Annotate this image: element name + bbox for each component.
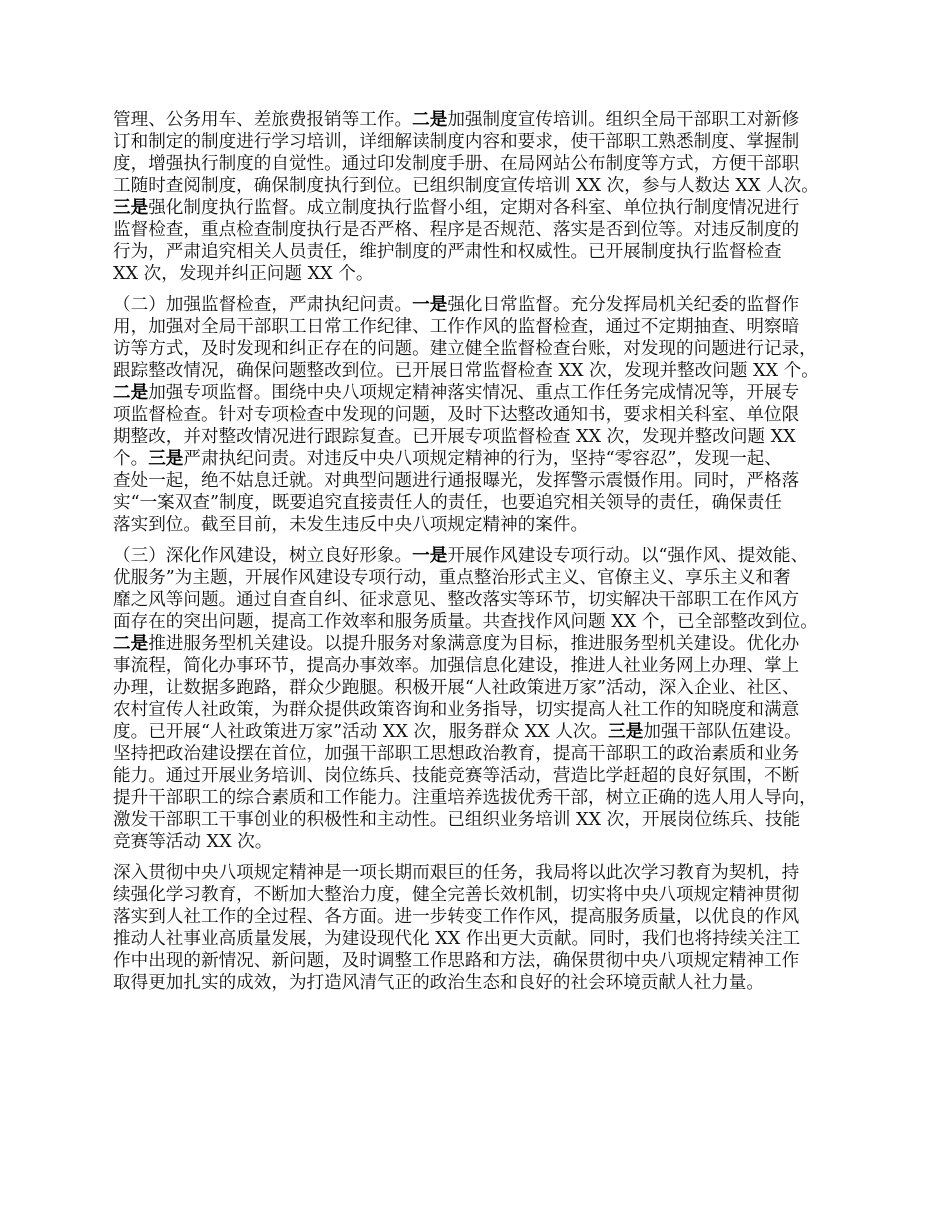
text-segment: 推动人社事业高质量发展，为建设现代化 XX 作出更大贡献。同时，我们也将持续关注工: [113, 929, 801, 949]
text-segment: 提升干部职工的综合素质和工作能力。注重培养选拔优秀干部，树立正确的选人用人导向，: [113, 788, 817, 808]
bold-keyword: 二是: [113, 382, 149, 403]
text-line: [113, 633, 853, 655]
text-line: [113, 404, 853, 426]
text-segment: 度。已开展“人社政策进万家”活动 XX 次，服务群众 XX 人次。: [113, 722, 609, 742]
text-segment: 作中出现的新情况、新问题，及时调整工作思路和方法，确保贯彻中央八项规定精神工作: [113, 951, 800, 971]
bold-keyword: 二是: [412, 109, 448, 130]
text-segment: 实“一案双查”制度，既要追究直接责任人的责任，也要追究相关领导的责任，确保责任: [113, 493, 782, 513]
text-segment: 强化制度执行监督。成立制度执行监督小组，定期对各科室、单位执行制度情况进行: [148, 198, 800, 218]
bold-keyword: 三是: [113, 197, 149, 218]
text-line: [113, 699, 853, 721]
text-line: [113, 765, 853, 787]
text-segment: 开展作风建设专项行动。以“强作风、提效能、: [447, 546, 809, 566]
text-line: [113, 884, 853, 906]
text-segment: 跟踪整改情况，确保问题整改到位。已开展日常监督检查 XX 次，发现并整改问题 XX 个。: [113, 361, 819, 381]
document-body: [113, 109, 853, 1003]
text-line: [113, 677, 853, 699]
text-segment: 加强制度宣传培训。组织全局干部职工对新修: [447, 110, 800, 130]
text-segment: 个。: [113, 449, 149, 469]
paragraph: [113, 294, 853, 536]
text-segment: 激发干部职工干事创业的积极性和主动性。已组织业务培训 XX 次，开展岗位练兵、技能: [113, 810, 801, 830]
text-segment: 加强干部队伍建设。: [643, 722, 802, 742]
text-segment: 加强专项监督。围绕中央八项规定精神落实情况、重点工作任务完成情况等，开展专: [148, 383, 800, 403]
text-segment: 深入贯彻中央八项规定精神是一项长期而艰巨的任务，我局将以此次学习教育为契机，持: [113, 863, 800, 883]
text-line: [113, 514, 853, 536]
text-line: [113, 655, 853, 677]
text-segment: 事流程，简化办事环节，提高办事效率。加强信息化建设，推进人社业务网上办理、掌上: [113, 656, 800, 676]
text-line: [113, 263, 853, 285]
text-segment: 落实到位。截至目前，未发生违反中央八项规定精神的案件。: [113, 515, 589, 535]
bold-keyword: 三是: [608, 721, 644, 742]
text-line: [113, 294, 853, 316]
text-segment: （三）深化作风建设，树立良好形象。: [113, 546, 413, 566]
text-line: [113, 197, 853, 219]
text-segment: 查处一起，绝不姑息迁就。对典型问题进行通报曝光，发挥警示震慑作用。同时，严格落: [113, 471, 800, 491]
text-line: [113, 382, 853, 404]
text-line: [113, 175, 853, 197]
text-segment: 工随时查阅制度，确保制度执行到位。已组织制度宣传培训 XX 次，参与人数达 XX 人次。: [113, 176, 819, 196]
text-line: [113, 906, 853, 928]
text-line: [113, 743, 853, 765]
text-segment: 度，增强执行制度的自觉性。通过印发制度手册、在局网站公布制度等方式，方便干部职: [113, 154, 800, 174]
text-line: [113, 862, 853, 884]
text-segment: 访等方式，及时发现和纠正存在的问题。建立健全监督检查台账，对发现的问题进行记录，: [113, 339, 817, 359]
text-segment: 推进服务型机关建设。以提升服务对象满意度为目标，推进服务型机关建设。优化办: [148, 634, 800, 654]
text-segment: 面存在的突出问题，提高工作效率和服务质量。共查找作风问题 XX 个，已全部整改到位。: [113, 612, 818, 632]
text-line: [113, 316, 853, 338]
text-line: [113, 338, 853, 360]
text-line: [113, 545, 853, 567]
text-line: [113, 567, 853, 589]
text-segment: （二）加强监督检查，严肃执纪问责。: [113, 295, 413, 315]
bold-keyword: 三是: [148, 448, 184, 469]
text-line: [113, 809, 853, 831]
text-segment: XX 次，发现并纠正问题 XX 个。: [113, 264, 374, 284]
text-line: [113, 831, 853, 853]
text-segment: 续强化学习教育，不断加大整治力度，健全完善长效机制，切实将中央八项规定精神贯彻: [113, 885, 800, 905]
text-line: [113, 426, 853, 448]
text-segment: 行为，严肃追究相关人员责任，维护制度的严肃性和权威性。已开展制度执行监督检查: [113, 242, 782, 262]
bold-keyword: 一是: [412, 294, 448, 315]
text-segment: 优服务”为主题，开展作风建设专项行动，重点整治形式主义、官僚主义、享乐主义和奢: [113, 568, 791, 588]
text-segment: 坚持把政治建设摆在首位，加强干部职工思想政治教育，提高干部职工的政治素质和业务: [113, 744, 800, 764]
text-line: [113, 470, 853, 492]
text-line: [113, 787, 853, 809]
text-line: [113, 241, 853, 263]
text-line: [113, 611, 853, 633]
text-segment: 用，加强对全局干部职工日常工作纪律、工作作风的监督检查，通过不定期抽查、明察暗: [113, 317, 800, 337]
text-segment: 落实到人社工作的全过程、各方面。进一步转变工作作风，提高服务质量，以优良的作风: [113, 907, 800, 927]
text-segment: 管理、公务用车、差旅费报销等工作。: [113, 110, 413, 130]
bold-keyword: 一是: [412, 545, 448, 566]
paragraph: [113, 545, 853, 853]
paragraph: [113, 109, 853, 285]
text-segment: 强化日常监督。充分发挥局机关纪委的监督作: [447, 295, 800, 315]
text-segment: 期整改，并对整改情况进行跟踪复查。已开展专项监督检查 XX 次，发现并整改问题 XX: [113, 427, 796, 447]
paragraph: [113, 862, 853, 994]
text-segment: 订和制定的制度进行学习培训，详细解读制度内容和要求，使干部职工熟悉制度、掌握制: [113, 132, 800, 152]
text-line: [113, 109, 853, 131]
text-segment: 办理，让数据多跑路，群众少跑腿。积极开展“人社政策进万家”活动，深入企业、社区、: [113, 678, 800, 698]
text-segment: 严肃执纪问责。对违反中央八项规定精神的行为，坚持“零容忍”，发现一起、: [183, 449, 782, 469]
text-line: [113, 950, 853, 972]
text-segment: 竞赛等活动 XX 次。: [113, 832, 273, 852]
text-line: [113, 153, 853, 175]
text-line: [113, 219, 853, 241]
text-line: [113, 972, 853, 994]
text-line: [113, 492, 853, 514]
text-line: [113, 448, 853, 470]
text-line: [113, 928, 853, 950]
text-line: [113, 360, 853, 382]
text-segment: 农村宣传人社政策，为群众提供政策咨询和业务指导，切实提高人社工作的知晓度和满意: [113, 700, 800, 720]
text-line: [113, 721, 853, 743]
text-line: [113, 589, 853, 611]
text-segment: 靡之风等问题。通过自查自纠、征求意见、整改落实等环节，切实解决干部职工在作风方: [113, 590, 800, 610]
text-segment: 能力。通过开展业务培训、岗位练兵、技能竞赛等活动，营造比学赶超的良好氛围，不断: [113, 766, 800, 786]
bold-keyword: 二是: [113, 633, 149, 654]
text-segment: 取得更加扎实的成效，为打造风清气正的政治生态和良好的社会环境贡献人社力量。: [113, 973, 764, 993]
text-segment: 监督检查，重点检查制度执行是否严格、程序是否规范、落实是否到位等。对违反制度的: [113, 220, 800, 240]
text-segment: 项监督检查。针对专项检查中发现的问题，及时下达整改通知书，要求相关科室、单位限: [113, 405, 800, 425]
text-line: [113, 131, 853, 153]
